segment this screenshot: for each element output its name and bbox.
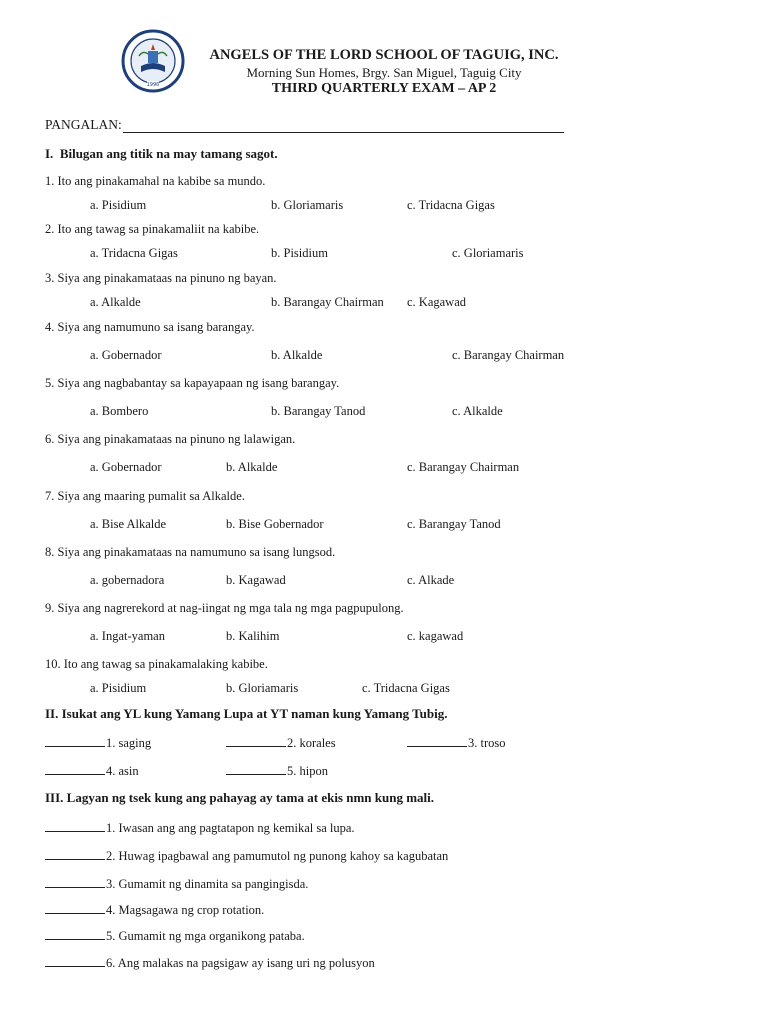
question-7: 7. Siya ang maaring pumalit sa Alkalde. <box>45 489 245 503</box>
answer-blank[interactable] <box>45 819 105 832</box>
q9-option-b[interactable]: b. Kalihim <box>226 629 280 643</box>
q10-option-a[interactable]: a. Pisidium <box>90 681 147 695</box>
question-5: 5. Siya ang nagbabantay sa kapayapaan ng isang barangay. <box>45 376 340 390</box>
part1-number: I. <box>45 146 54 161</box>
question-4: 4. Siya ang namumuno sa isang barangay. <box>45 320 255 334</box>
question-1: 1. Ito ang pinakamahal na kabibe sa mundo. <box>45 174 266 188</box>
question-2: 2. Ito ang tawag sa pinakamaliit na kabibe. <box>45 222 260 236</box>
part3-item-label: 1. Iwasan ang ang pagtatapon ng kemikal sa lupa. <box>106 821 355 835</box>
q9-option-c[interactable]: c. kagawad <box>407 629 464 643</box>
part3-item-label: 3. Gumamit ng dinamita sa pangingisda. <box>106 877 309 891</box>
answer-blank[interactable] <box>45 847 105 860</box>
part3-item-5 <box>45 927 305 944</box>
q7-option-b[interactable]: b. Bise Gobernador <box>226 517 324 531</box>
q7-option-a[interactable]: a. Bise Alkalde <box>90 517 167 531</box>
q5-option-c[interactable]: c. Alkalde <box>452 404 503 418</box>
school-logo <box>121 26 185 96</box>
q10-option-b[interactable]: b. Gloriamaris <box>226 681 299 695</box>
answer-blank[interactable] <box>226 762 286 775</box>
part3-item-2 <box>45 847 448 864</box>
part2-item-label: 1. saging <box>106 736 152 750</box>
part1-instruction: Bilugan ang titik na may tamang sagot. <box>59 146 278 161</box>
q4-option-a[interactable]: a. Gobernador <box>90 348 162 362</box>
question-8: 8. Siya ang pinakamataas na namumuno sa isang lungsod. <box>45 545 336 559</box>
part3-item-label: 6. Ang malakas na pagsigaw ay isang uri ng polusyon <box>106 956 375 970</box>
part2-item-4 <box>45 762 139 779</box>
q4-option-b[interactable]: b. Alkalde <box>271 348 323 362</box>
q5-option-b[interactable]: b. Barangay Tanod <box>271 404 366 418</box>
q2-option-b[interactable]: b. Pisidium <box>271 246 328 260</box>
part3-item-1 <box>45 819 355 836</box>
part2-item-label: 4. asin <box>106 764 139 778</box>
part2-item-label: 2. korales <box>287 736 336 750</box>
answer-blank[interactable] <box>226 734 286 747</box>
logo-year: 1996 <box>146 82 160 88</box>
answer-blank[interactable] <box>45 954 105 967</box>
school-address: Morning Sun Homes, Brgy. San Miguel, Taguig City <box>246 65 522 80</box>
part2-title: II. Isukat ang YL kung Yamang Lupa at YT naman kung Yamang Tubig. <box>45 706 448 721</box>
part2-item-1 <box>45 734 151 751</box>
q7-option-c[interactable]: c. Barangay Tanod <box>407 517 501 531</box>
part3-title: III. Lagyan ng tsek kung ang pahayag ay tama at ekis nmn kung mali. <box>45 790 435 805</box>
q8-option-a[interactable]: a. gobernadora <box>90 573 165 587</box>
q6-option-a[interactable]: a. Gobernador <box>90 460 162 474</box>
q3-option-b[interactable]: b. Barangay Chairman <box>271 295 384 309</box>
part2-item-label: 5. hipon <box>287 764 328 778</box>
part3-item-4 <box>45 901 264 918</box>
q3-option-a[interactable]: a. Alkalde <box>90 295 141 309</box>
q5-option-a[interactable]: a. Bombero <box>90 404 149 418</box>
name-row <box>45 117 564 133</box>
question-3: 3. Siya ang pinakamataas na pinuno ng bayan. <box>45 271 277 285</box>
answer-blank[interactable] <box>407 734 467 747</box>
part2-item-2 <box>226 734 336 751</box>
q1-option-c[interactable]: c. Tridacna Gigas <box>407 198 495 212</box>
q8-option-c[interactable]: c. Alkade <box>407 573 455 587</box>
q9-option-a[interactable]: a. Ingat-yaman <box>90 629 165 643</box>
name-label: PANGALAN: <box>45 117 122 132</box>
school-seal-icon <box>121 26 185 96</box>
part3-item-label: 5. Gumamit ng mga organikong pataba. <box>106 929 305 943</box>
school-name: ANGELS OF THE LORD SCHOOL OF TAGUIG, INC. <box>209 47 559 63</box>
exam-title: THIRD QUARTERLY EXAM – AP 2 <box>271 81 497 96</box>
name-blank-line[interactable] <box>123 118 564 133</box>
q1-option-b[interactable]: b. Gloriamaris <box>271 198 344 212</box>
part3-item-label: 2. Huwag ipagbawal ang pamumutol ng punong kahoy sa kagubatan <box>106 849 449 863</box>
question-10: 10. Ito ang tawag sa pinakamalaking kabibe. <box>45 657 268 671</box>
part3-item-label: 4. Magsagawa ng crop rotation. <box>106 903 265 917</box>
part2-item-5 <box>226 762 328 779</box>
q4-option-c[interactable]: c. Barangay Chairman <box>452 348 565 362</box>
q3-option-c[interactable]: c. Kagawad <box>407 295 466 309</box>
q2-option-c[interactable]: c. Gloriamaris <box>452 246 524 260</box>
answer-blank[interactable] <box>45 734 105 747</box>
part3-item-6 <box>45 954 375 971</box>
q8-option-b[interactable]: b. Kagawad <box>226 573 286 587</box>
question-6: 6. Siya ang pinakamataas na pinuno ng lalawigan. <box>45 432 296 446</box>
part3-item-3 <box>45 875 308 892</box>
answer-blank[interactable] <box>45 901 105 914</box>
q6-option-c[interactable]: c. Barangay Chairman <box>407 460 520 474</box>
q6-option-b[interactable]: b. Alkalde <box>226 460 278 474</box>
part1-title <box>45 146 278 162</box>
part2-item-label: 3. troso <box>468 736 506 750</box>
answer-blank[interactable] <box>45 762 105 775</box>
q2-option-a[interactable]: a. Tridacna Gigas <box>90 246 178 260</box>
q10-option-c[interactable]: c. Tridacna Gigas <box>362 681 450 695</box>
question-9: 9. Siya ang nagrerekord at nag-iingat ng mga tala ng mga pagpupulong. <box>45 601 404 615</box>
answer-blank[interactable] <box>45 875 105 888</box>
answer-blank[interactable] <box>45 927 105 940</box>
part2-item-3 <box>407 734 506 751</box>
q1-option-a[interactable]: a. Pisidium <box>90 198 147 212</box>
